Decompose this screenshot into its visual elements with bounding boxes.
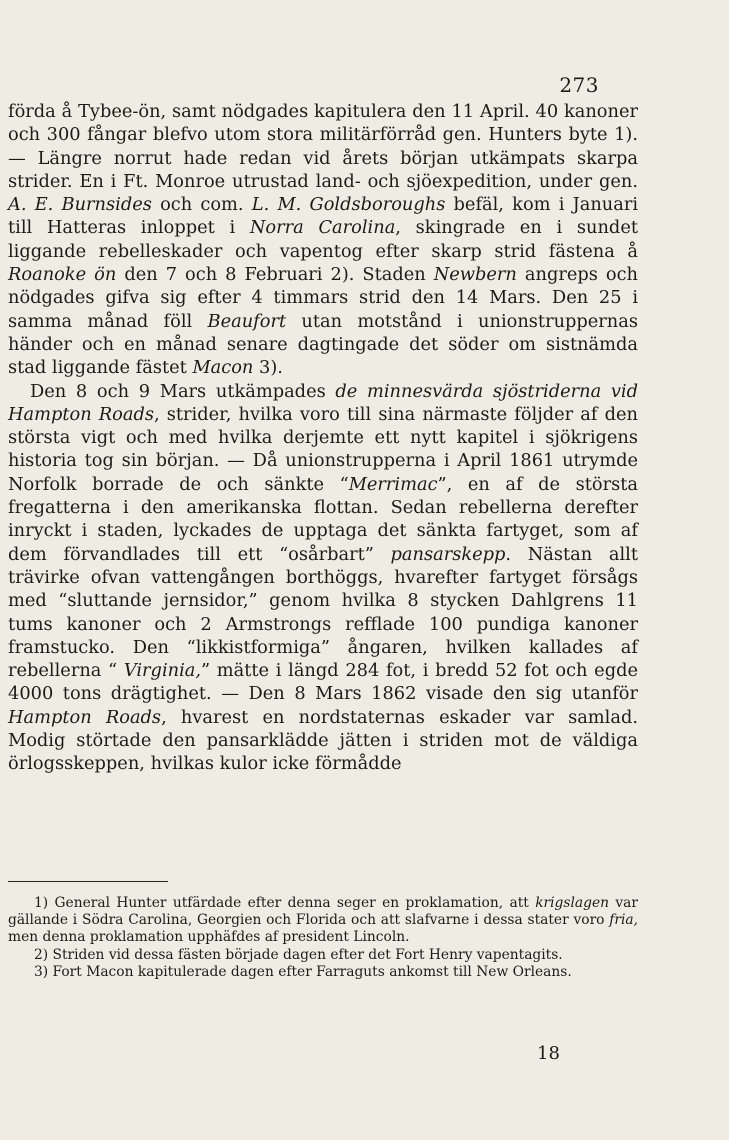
footnote-1: 1) General Hunter utfärdade efter denna seger en proklamation, att krigslagen var gällande i Södra Carolina, Georgien och Florida och att slafvarne i dessa stater voro fria, men denna proklamation upphäfdes af president Lincoln. bbox=[8, 895, 638, 946]
page-number: 273 bbox=[559, 73, 599, 97]
footnote-divider bbox=[8, 881, 168, 882]
signature-mark: 18 bbox=[537, 1043, 560, 1064]
footnotes bbox=[8, 895, 638, 981]
paragraph-1: förda å Tybee-ön, samt nödgades kapitulera den 11 April. 40 kanoner och 300 fångar blefvo utom stora militärförråd gen. Hunters byte 1). — Längre norrut hade redan vid årets början utkämpats skarpa strider. En i Ft. Monroe utrustad land- och sjöexpedition, under gen. A. E. Burnsides och com. L. M. Goldsboroughs befäl, kom i Januari till Hatteras inloppet i Norra Carolina, skingrade en i sundet liggande rebelleskader och vapentog efter skarp strid fästena å Roanoke ön den 7 och 8 Februari 2). Staden Newbern angreps och nödgades gifva sig efter 4 timmars strid den 14 Mars. Den 25 i samma månad föll Beaufort utan motstånd i unionstruppernas händer och en månad senare dagtingade det söder om sistnämda stad liggande fästet Macon 3). bbox=[8, 101, 639, 379]
footnote-2: 2) Striden vid dessa fästen började dagen efter det Fort Henry vapentagits. bbox=[34, 946, 563, 963]
main-text bbox=[8, 100, 638, 776]
paragraph-2: Den 8 och 9 Mars utkämpades de minnesvärda sjöstriderna vid Hampton Roads, strider, hvilka voro till sina närmaste följder af den största vigt och med hvilka derjemte ett nytt kapitel i sjökrigens historia tog sin början. — Då unionstrupperna i April 1861 utrymde Norfolk borrade de och sänkte “Merrimac”, en af de största fregatterna i den amerikanska flottan. Sedan rebellerna derefter inryckt i staden, lyckades de upptaga det sänkta fartyget, som af dem förvandlades till ett “osårbart” pansarskepp. Nästan allt trävirke ofvan vattengången borthöggs, hvarefter fartyget försågs med “sluttande jernsidor,” genom hvilka 8 stycken Dahlgrens 11 tums kanoner och 2 Armstrongs refflade 100 pundiga kanoner framstucko. Den “likkistformiga” ångaren, hvilken kallades af rebellerna “ Virginia,” mätte i längd 284 fot, i bredd 52 fot och egde 4000 tons drägtighet. — Den 8 Mars 1862 visade den sig utanför Hampton Roads, hvarest en nordstaternas eskader var samlad. Modig störtade den pansarklädde jätten i striden mot de väldiga örlogsskeppen, hvilkas kulor icke förmådde bbox=[8, 380, 639, 775]
footnote-3: 3) Fort Macon kapitulerade dagen efter Farraguts ankomst till New Orleans. bbox=[34, 963, 572, 980]
